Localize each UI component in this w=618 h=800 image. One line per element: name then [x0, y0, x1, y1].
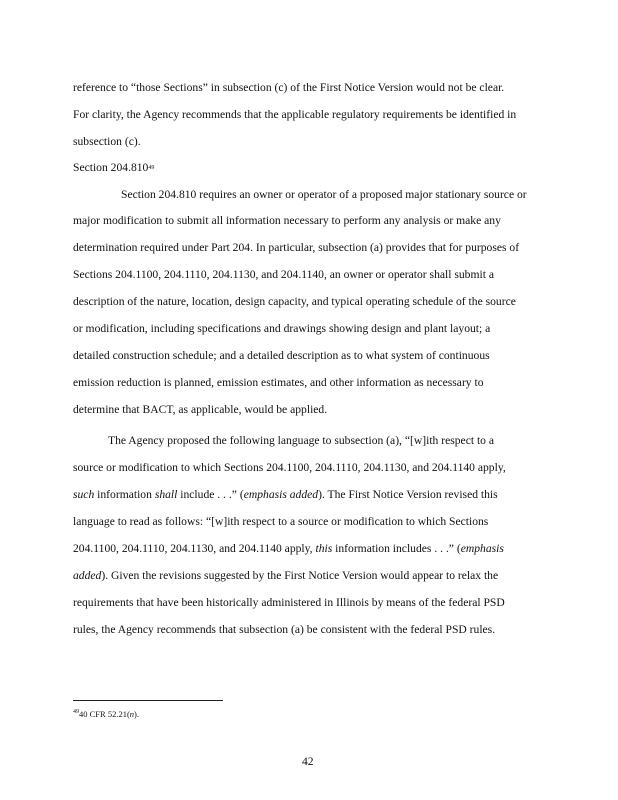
text-line: or modification, including specifications and drawings showing design and plant layout; a [73, 322, 491, 335]
section-heading [73, 161, 154, 175]
text-line: Sections 204.1100, 204.1110, 204.1130, and 204.1140, an owner or operator shall submit a [73, 268, 494, 281]
text-span: include . . .” ( [177, 488, 244, 501]
text-span: ). The First Notice Version revised this [318, 488, 498, 501]
text-line: detailed construction schedule; and a detailed description as to what system of continuous [73, 349, 490, 362]
page-number: 42 [302, 755, 314, 768]
text-line: reference to “those Sections” in subsection (c) of the First Notice Version would not be clear. [73, 81, 505, 94]
footnote-marker: 49 [73, 709, 79, 715]
text-line: For clarity, the Agency recommends that the applicable regulatory requirements be identified in [73, 108, 517, 121]
section-heading-text: Section 204.810 [73, 161, 149, 174]
text-span: ). Given the revisions suggested by the First Notice Version would appear to relax the [101, 569, 499, 582]
footnote-text: 40 CFR 52.21( [79, 709, 130, 719]
emphasis-text: emphasis added [243, 488, 319, 501]
footnote-divider [73, 700, 223, 701]
text-span: 204.1100, 204.1110, 204.1130, and 204.1140 apply, [73, 542, 316, 555]
footnote-end: ). [134, 709, 139, 719]
text-span: information includes . . .” ( [332, 542, 461, 555]
text-line: Section 204.810 requires an owner or operator of a proposed major stationary source or [121, 188, 527, 201]
text-line: major modification to submit all information necessary to perform any analysis or make any [73, 214, 501, 227]
emphasis-text: added [73, 569, 102, 582]
text-span: information [94, 488, 155, 501]
text-line: subsection (c). [73, 135, 141, 148]
text-line [73, 488, 498, 502]
text-line: requirements that have been historically administered in Illinois by means of the federal PSD [73, 596, 505, 609]
text-line: source or modification to which Sections 204.1100, 204.1110, 204.1130, and 204.1140 apply, [73, 461, 506, 474]
text-line: language to read as follows: “[w]ith respect to a source or modification to which Sections [73, 515, 489, 528]
emphasis-text: such [73, 488, 95, 501]
footnote-italic: n [129, 709, 135, 719]
text-line: emission reduction is planned, emission estimates, and other information as necessary to [73, 376, 484, 389]
emphasis-text: this [315, 542, 333, 555]
footnote-reference: 49 [148, 165, 155, 171]
text-line: determination required under Part 204. In particular, subsection (a) provides that for purposes of [73, 241, 520, 254]
text-line: description of the nature, location, design capacity, and typical operating schedule of the source [73, 295, 516, 308]
text-line: determine that BACT, as applicable, would be applied. [73, 403, 328, 416]
text-line [73, 542, 504, 556]
footnote [73, 709, 139, 719]
text-line [73, 569, 498, 583]
text-line: rules, the Agency recommends that subsection (a) be consistent with the federal PSD rules. [73, 623, 496, 636]
emphasis-text: emphasis [460, 542, 504, 555]
text-line: The Agency proposed the following language to subsection (a), “[w]ith respect to a [108, 434, 495, 447]
emphasis-text: shall [154, 488, 178, 501]
